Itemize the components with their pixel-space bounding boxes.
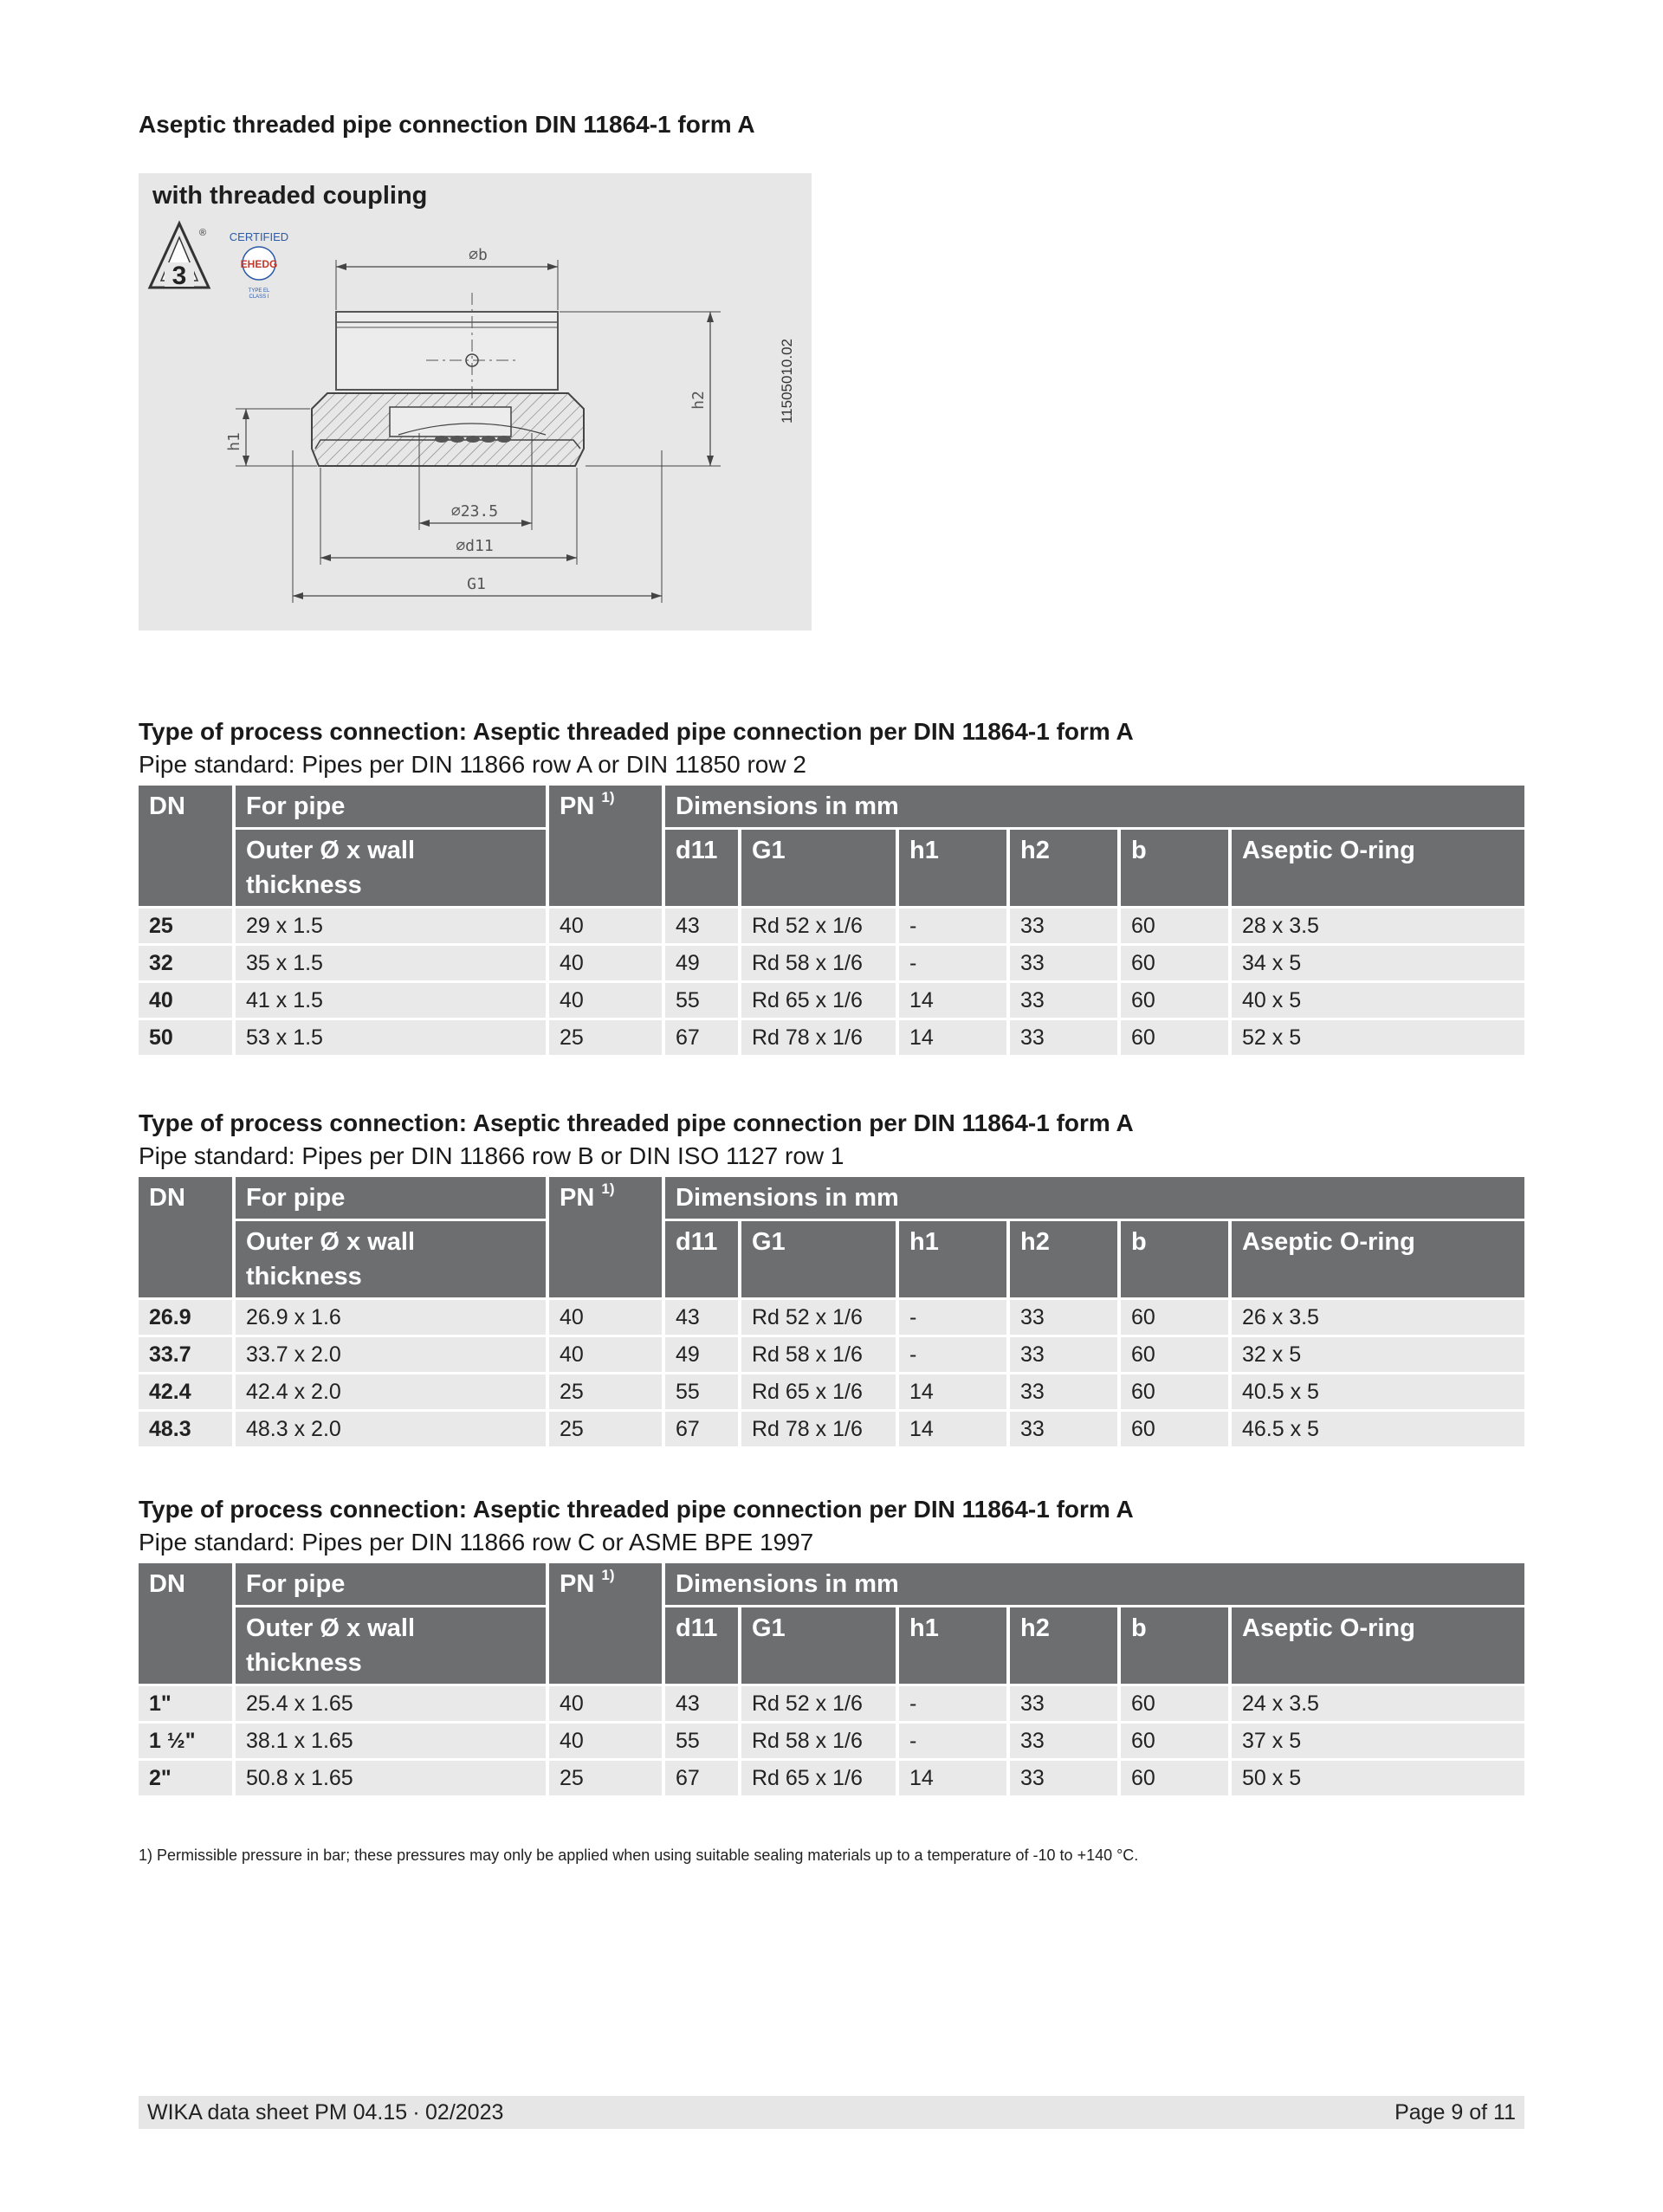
header-h2: h2: [1010, 1607, 1117, 1684]
svg-text:⌀d11: ⌀d11: [456, 537, 494, 555]
cell-h1: 14: [899, 1374, 1006, 1409]
cell-outer-dia: 42.4 x 2.0: [236, 1374, 546, 1409]
cell-g1: Rd 52 x 1/6: [741, 1686, 896, 1721]
section-heading: Aseptic threaded pipe connection DIN 11864-1 form A: [139, 111, 755, 138]
header-oring: Aseptic O-ring: [1232, 830, 1524, 906]
cell-h2: 33: [1010, 1374, 1117, 1409]
cell-d11: 67: [665, 1020, 738, 1055]
cell-dn: 25: [139, 909, 232, 943]
svg-text:⌀23.5: ⌀23.5: [450, 502, 499, 521]
cell-dn: 26.9: [139, 1300, 232, 1335]
cell-outer-dia: 26.9 x 1.6: [236, 1300, 546, 1335]
cell-d11: 67: [665, 1761, 738, 1795]
cell-h1: -: [899, 1724, 1006, 1758]
header-dimensions: Dimensions in mm: [665, 786, 1524, 827]
cell-h1: 14: [899, 1761, 1006, 1795]
cell-aseptic-oring: 52 x 5: [1232, 1020, 1524, 1055]
cell-h2: 33: [1010, 983, 1117, 1018]
cell-d11: 43: [665, 1686, 738, 1721]
cell-h2: 33: [1010, 1412, 1117, 1446]
table-title: Type of process connection: Aseptic threaded pipe connection per DIN 11864-1 form A: [139, 1496, 1134, 1523]
svg-text:CERTIFIED: CERTIFIED: [229, 230, 289, 243]
table-row: [139, 1412, 1524, 1446]
cell-outer-dia: 29 x 1.5: [236, 909, 546, 943]
cell-d11: 67: [665, 1412, 738, 1446]
cell-outer-dia: 50.8 x 1.65: [236, 1761, 546, 1795]
cell-outer-dia: 33.7 x 2.0: [236, 1337, 546, 1372]
cell-g1: Rd 58 x 1/6: [741, 1724, 896, 1758]
header-h1: h1: [899, 830, 1006, 906]
cell-pn: 40: [549, 983, 662, 1018]
cell-pn: 40: [549, 1337, 662, 1372]
dimensions-table: [135, 1561, 1528, 1798]
cell-dn: 32: [139, 946, 232, 980]
header-outer: Outer Ø x wall thickness: [236, 1607, 546, 1684]
cell-h2: 33: [1010, 946, 1117, 980]
cell-h2: 33: [1010, 909, 1117, 943]
cell-pn: 40: [549, 1300, 662, 1335]
cell-h1: -: [899, 1686, 1006, 1721]
table-row: [139, 946, 1524, 980]
cell-b: 60: [1121, 983, 1228, 1018]
cell-aseptic-oring: 50 x 5: [1232, 1761, 1524, 1795]
header-d11: d11: [665, 1607, 738, 1684]
cell-h2: 33: [1010, 1724, 1117, 1758]
footer-doc-ref: WIKA data sheet PM 04.15 ∙ 02/2023: [147, 2100, 504, 2125]
cell-b: 60: [1121, 1374, 1228, 1409]
svg-text:h2: h2: [689, 391, 708, 410]
table-row: [139, 1337, 1524, 1372]
cell-aseptic-oring: 24 x 3.5: [1232, 1686, 1524, 1721]
cell-dn: 2": [139, 1761, 232, 1795]
header-pn: PN $^{1)}$: [549, 1563, 662, 1684]
cell-pn: 25: [549, 1374, 662, 1409]
header-d11: d11: [665, 1221, 738, 1297]
header-for-pipe: For pipe: [236, 1177, 546, 1219]
cell-pn: 25: [549, 1020, 662, 1055]
svg-text:EHEDG: EHEDG: [240, 258, 278, 270]
cell-h2: 33: [1010, 1761, 1117, 1795]
cell-b: 60: [1121, 1412, 1228, 1446]
cell-g1: Rd 65 x 1/6: [741, 983, 896, 1018]
header-b: b: [1121, 1607, 1228, 1684]
header-oring: Aseptic O-ring: [1232, 1221, 1524, 1297]
dimensions-table: [135, 783, 1528, 1057]
svg-text:®: ®: [199, 228, 207, 238]
cell-aseptic-oring: 40 x 5: [1232, 983, 1524, 1018]
ehedg-certified-badge-icon: [230, 230, 288, 300]
cell-g1: Rd 78 x 1/6: [741, 1412, 896, 1446]
cell-g1: Rd 78 x 1/6: [741, 1020, 896, 1055]
cell-h2: 33: [1010, 1020, 1117, 1055]
header-h2: h2: [1010, 1221, 1117, 1297]
dimensions-table: [135, 1174, 1528, 1449]
cell-outer-dia: 38.1 x 1.65: [236, 1724, 546, 1758]
cell-b: 60: [1121, 946, 1228, 980]
header-dn: DN: [139, 786, 232, 906]
cell-outer-dia: 41 x 1.5: [236, 983, 546, 1018]
cell-pn: 25: [549, 1412, 662, 1446]
table-row: [139, 1724, 1524, 1758]
header-for-pipe: For pipe: [236, 1563, 546, 1605]
header-outer: Outer Ø x wall thickness: [236, 1221, 546, 1297]
cell-g1: Rd 52 x 1/6: [741, 1300, 896, 1335]
3a-logo-icon: [150, 223, 209, 290]
header-dimensions: Dimensions in mm: [665, 1177, 1524, 1219]
cell-d11: 55: [665, 1724, 738, 1758]
svg-text:⌀b: ⌀b: [469, 246, 488, 264]
svg-text:TYPE EL: TYPE EL: [248, 288, 270, 294]
cell-aseptic-oring: 46.5 x 5: [1232, 1412, 1524, 1446]
table-title: Type of process connection: Aseptic threaded pipe connection per DIN 11864-1 form A: [139, 1109, 1134, 1136]
table-title: Type of process connection: Aseptic threaded pipe connection per DIN 11864-1 form A: [139, 718, 1134, 745]
cell-h1: 14: [899, 1020, 1006, 1055]
header-g1: G1: [741, 1221, 896, 1297]
table-row: [139, 909, 1524, 943]
cell-d11: 55: [665, 1374, 738, 1409]
cell-dn: 42.4: [139, 1374, 232, 1409]
drawing-svg: [139, 173, 812, 631]
table-section-3: [139, 1493, 1524, 1798]
cell-outer-dia: 25.4 x 1.65: [236, 1686, 546, 1721]
cell-d11: 43: [665, 909, 738, 943]
cell-aseptic-oring: 34 x 5: [1232, 946, 1524, 980]
cell-outer-dia: 53 x 1.5: [236, 1020, 546, 1055]
cell-h2: 33: [1010, 1337, 1117, 1372]
header-b: b: [1121, 830, 1228, 906]
header-d11: d11: [665, 830, 738, 906]
header-g1: G1: [741, 1607, 896, 1684]
cell-dn: 1 ½": [139, 1724, 232, 1758]
cell-g1: Rd 65 x 1/6: [741, 1761, 896, 1795]
table-section-1: [139, 715, 1524, 1057]
cell-b: 60: [1121, 1300, 1228, 1335]
cell-pn: 25: [549, 1761, 662, 1795]
cell-b: 60: [1121, 1761, 1228, 1795]
svg-text:CLASS I: CLASS I: [249, 294, 269, 300]
svg-text:G1: G1: [467, 575, 486, 593]
cell-dn: 40: [139, 983, 232, 1018]
table-row: [139, 1374, 1524, 1409]
table-subtitle: Pipe standard: Pipes per DIN 11866 row C or ASME BPE 1997: [139, 1529, 814, 1556]
drawing-number: 11505010.02: [779, 338, 795, 424]
header-outer: Outer Ø x wall thickness: [236, 830, 546, 906]
cell-h1: 14: [899, 983, 1006, 1018]
cell-aseptic-oring: 28 x 3.5: [1232, 909, 1524, 943]
table-subtitle: Pipe standard: Pipes per DIN 11866 row B or DIN ISO 1127 row 1: [139, 1142, 844, 1169]
header-oring: Aseptic O-ring: [1232, 1607, 1524, 1684]
table-row: [139, 1761, 1524, 1795]
table-row: [139, 1020, 1524, 1055]
table-row: [139, 983, 1524, 1018]
footnote: 1) Permissible pressure in bar; these pressures may only be applied when using suitable sealing materials up to a temperature of -10 to +140 °C.: [139, 1847, 1139, 1864]
cell-b: 60: [1121, 1020, 1228, 1055]
table-section-2: [139, 1107, 1524, 1449]
cell-h1: -: [899, 1300, 1006, 1335]
cell-h1: 14: [899, 1412, 1006, 1446]
cell-h2: 33: [1010, 1300, 1117, 1335]
cell-dn: 50: [139, 1020, 232, 1055]
header-dn: DN: [139, 1177, 232, 1297]
header-pn: PN $^{1)}$: [549, 786, 662, 906]
cell-h2: 33: [1010, 1686, 1117, 1721]
cell-b: 60: [1121, 1686, 1228, 1721]
header-pn: PN $^{1)}$: [549, 1177, 662, 1297]
cell-d11: 55: [665, 983, 738, 1018]
cell-d11: 49: [665, 1337, 738, 1372]
cell-pn: 40: [549, 909, 662, 943]
footer-page-number: Page 9 of 11: [1394, 2100, 1516, 2125]
cell-pn: 40: [549, 946, 662, 980]
header-h2: h2: [1010, 830, 1117, 906]
cell-outer-dia: 48.3 x 2.0: [236, 1412, 546, 1446]
cell-aseptic-oring: 26 x 3.5: [1232, 1300, 1524, 1335]
cell-h1: -: [899, 946, 1006, 980]
drawing-caption: with threaded coupling: [152, 182, 428, 210]
table-row: [139, 1300, 1524, 1335]
technical-drawing: [139, 173, 812, 631]
cell-aseptic-oring: 40.5 x 5: [1232, 1374, 1524, 1409]
table-row: [139, 1686, 1524, 1721]
cell-dn: 1": [139, 1686, 232, 1721]
svg-text:h1: h1: [225, 432, 243, 451]
cell-dn: 48.3: [139, 1412, 232, 1446]
header-g1: G1: [741, 830, 896, 906]
cell-g1: Rd 58 x 1/6: [741, 1337, 896, 1372]
cell-g1: Rd 52 x 1/6: [741, 909, 896, 943]
cell-g1: Rd 58 x 1/6: [741, 946, 896, 980]
table-subtitle: Pipe standard: Pipes per DIN 11866 row A or DIN 11850 row 2: [139, 751, 806, 778]
cell-pn: 40: [549, 1724, 662, 1758]
page-footer: [139, 2096, 1524, 2129]
cell-d11: 49: [665, 946, 738, 980]
header-b: b: [1121, 1221, 1228, 1297]
cell-outer-dia: 35 x 1.5: [236, 946, 546, 980]
header-dn: DN: [139, 1563, 232, 1684]
cell-b: 60: [1121, 1724, 1228, 1758]
cell-pn: 40: [549, 1686, 662, 1721]
cell-aseptic-oring: 37 x 5: [1232, 1724, 1524, 1758]
cell-b: 60: [1121, 1337, 1228, 1372]
cell-h1: -: [899, 1337, 1006, 1372]
cell-d11: 43: [665, 1300, 738, 1335]
cell-h1: -: [899, 909, 1006, 943]
svg-text:3: 3: [171, 262, 187, 290]
header-for-pipe: For pipe: [236, 786, 546, 827]
header-h1: h1: [899, 1221, 1006, 1297]
header-dimensions: Dimensions in mm: [665, 1563, 1524, 1605]
header-h1: h1: [899, 1607, 1006, 1684]
cell-aseptic-oring: 32 x 5: [1232, 1337, 1524, 1372]
cell-b: 60: [1121, 909, 1228, 943]
cell-g1: Rd 65 x 1/6: [741, 1374, 896, 1409]
cell-dn: 33.7: [139, 1337, 232, 1372]
